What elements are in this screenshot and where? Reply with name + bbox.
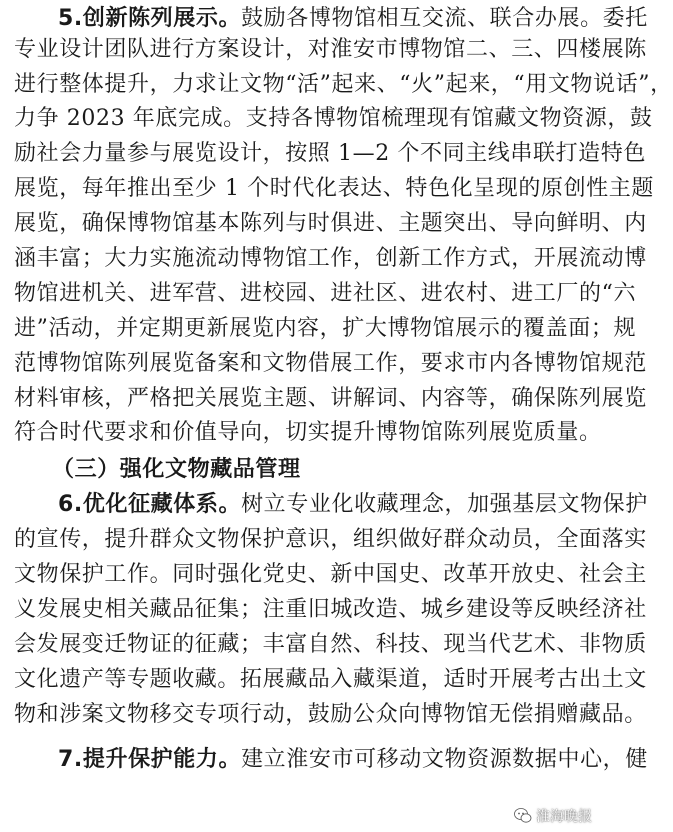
paragraph-5-title: 5.创新陈列展示。 bbox=[58, 6, 242, 31]
paragraph-6-line-5: 会发展变迁物证的征藏；丰富自然、科技、现当代艺术、非物质 bbox=[14, 632, 647, 657]
paragraph-6-line-2: 的宣传，提升群众文物保护意识，组织做好群众动员，全面落实 bbox=[14, 527, 647, 552]
paragraph-5-line-10: 进”活动，并定期更新展览内容，扩大博物馆展示的覆盖面；规 bbox=[14, 316, 637, 341]
paragraph-5-line-6: 展览，每年推出至少 1 个时代化表达、特色化呈现的原创性主题 bbox=[14, 176, 654, 201]
paragraph-5-line-9: 物馆进机关、进军营、进校园、进社区、进农村、进工厂的“六 bbox=[14, 281, 637, 306]
paragraph-5-line-2: 专业设计团队进行方案设计，对淮安市博物馆二、三、四楼展陈 bbox=[14, 37, 647, 62]
paragraph-5-line-5: 励社会力量参与展览设计，按照 1—2 个不同主线串联打造特色 bbox=[14, 141, 646, 166]
paragraph-6-text: 树立专业化收藏理念，加强基层文物保护 bbox=[241, 492, 648, 517]
paragraph-6-line-4: 义发展史相关藏品征集；注重旧城改造、城乡建设等反映经济社 bbox=[14, 597, 647, 622]
paragraph-6-line-7: 物和涉案文物移交专项行动，鼓励公众向博物馆无偿捐赠藏品。 bbox=[14, 702, 647, 727]
paragraph-5-line-8: 涵丰富；大力实施流动博物馆工作，创新工作方式，开展流动博 bbox=[14, 246, 647, 271]
paragraph-5-line-11: 范博物馆陈列展览备案和文物借展工作，要求市内各博物馆规范 bbox=[14, 351, 647, 376]
paragraph-5-line-1 bbox=[58, 4, 648, 34]
paragraph-5-text: 鼓励各博物馆相互交流、联合办展。委托 bbox=[241, 6, 648, 31]
paragraph-6-line-1 bbox=[58, 490, 648, 520]
paragraph-5-line-3: 进行整体提升，力求让文物“活”起来、“火”起来，“用文物说话”， bbox=[14, 72, 673, 97]
paragraph-6-line-3: 文物保护工作。同时强化党史、新中国史、改革开放史、社会主 bbox=[14, 562, 647, 587]
paragraph-7-line-1 bbox=[58, 745, 648, 775]
section-heading: （三）强化文物藏品管理 bbox=[52, 457, 301, 482]
paragraph-7-title: 7.提升保护能力。 bbox=[58, 747, 242, 772]
paragraph-5-line-7: 展览，确保博物馆基本陈列与时俱进、主题突出、导向鲜明、内 bbox=[14, 211, 647, 236]
watermark bbox=[514, 806, 592, 826]
wechat-bubble-icon bbox=[514, 807, 532, 825]
watermark-text: 淮海晚报 bbox=[536, 809, 592, 825]
paragraph-5-line-4: 力争 2023 年底完成。支持各博物馆梳理现有馆藏文物资源，鼓 bbox=[14, 106, 653, 131]
paragraph-6-title: 6.优化征藏体系。 bbox=[58, 492, 242, 517]
paragraph-6-line-6: 文化遗产等专题收藏。拓展藏品入藏渠道，适时开展考古出土文 bbox=[14, 667, 647, 692]
paragraph-7-text: 建立淮安市可移动文物资源数据中心，健 bbox=[241, 747, 648, 772]
paragraph-5-line-13: 符合时代要求和价值导向，切实提升博物馆陈列展览质量。 bbox=[14, 420, 602, 445]
paragraph-5-line-12: 材料审核，严格把关展览主题、讲解词、内容等，确保陈列展览 bbox=[14, 386, 647, 411]
